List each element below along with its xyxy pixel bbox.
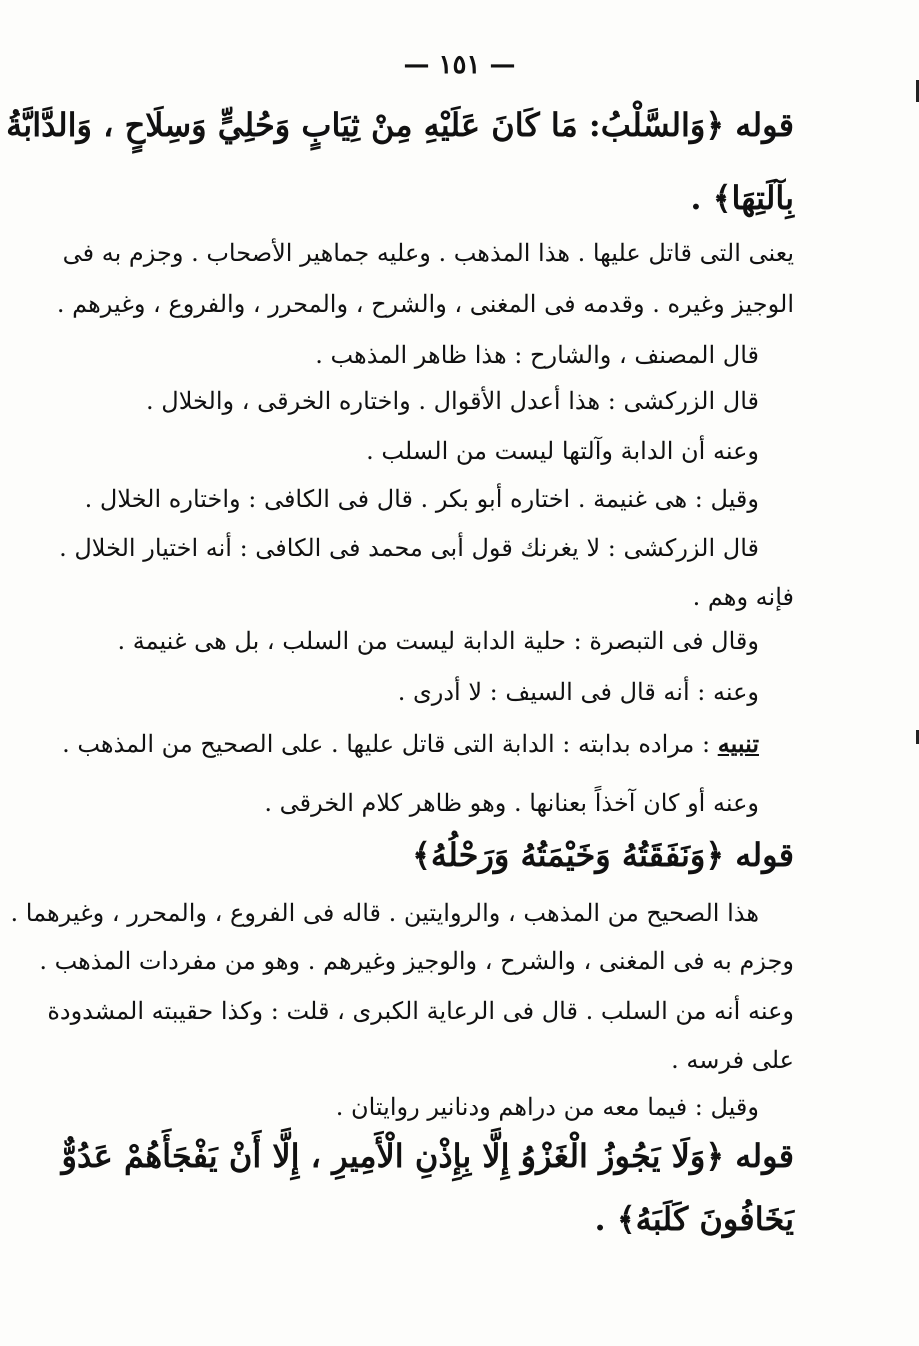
quoted-text-line: بِآلَتِهَا﴾ . [690, 179, 794, 217]
quoted-text-line: قوله ﴿وَنَفَقَتُهُ وَخَيْمَتُهُ وَرَحْلُهُ﴾ [412, 836, 794, 874]
text-line: وعنه أن الدابة وآلتها ليست من السلب . [366, 437, 759, 465]
text-line: وقيل : هى غنيمة . اختاره أبو بكر . قال فى الكافى : واختاره الخلال . [84, 485, 759, 513]
text-line: على فرسه . [671, 1046, 794, 1074]
quoted-text-line: قوله ﴿وَلَا يَجُوزُ الْغَزْوُ إِلَّا بِإِذْنِ الْأَمِيرِ ، إِلَّا أَنْ يَفْجَأَهُمْ عَدُوٌّ [61, 1137, 794, 1175]
page-number: — ١٥١ — [403, 50, 516, 80]
tanbih-line [62, 729, 759, 759]
text-line: الوجيز وغيره . وقدمه فى المغنى ، والشرح ، والمحرر ، والفروع ، وغيرهم . [56, 290, 794, 318]
text-line: وقال فى التبصرة : حلية الدابة ليست من السلب ، بل هى غنيمة . [117, 627, 759, 655]
text-line: هذا الصحيح من المذهب ، والروايتين . قاله فى الفروع ، والمحرر ، وغيرهما . [10, 899, 759, 927]
text-line: قال الزركشى : لا يغرنك قول أبى محمد فى الكافى : أنه اختيار الخلال . [59, 534, 759, 562]
text-line: قال الزركشى : هذا أعدل الأقوال . واختاره الخرقى ، والخلال . [146, 387, 759, 415]
text-line: وعنه : أنه قال فى السيف : لا أدرى . [397, 678, 759, 706]
text-line: وعنه أنه من السلب . قال فى الرعاية الكبرى ، قلت : وكذا حقيبته المشدودة [47, 997, 794, 1025]
tanbih-label: تنبيه [717, 729, 759, 758]
text-line: وقيل : فيما معه من دراهم ودنانير روايتان . [335, 1093, 759, 1121]
text-line: وجزم به فى المغنى ، والشرح ، والوجيز وغيرهم . وهو من مفردات المذهب . [39, 947, 794, 975]
tanbih-text: : مراده بدابته : الدابة التى قاتل عليها . على الصحيح من المذهب . [62, 730, 711, 758]
quoted-text-line: يَخَافُونَ كَلَبَهُ﴾ . [594, 1200, 794, 1238]
text-line: وعنه أو كان آخذاً بعنانها . وهو ظاهر كلام الخرقى . [264, 789, 759, 817]
text-line: قال المصنف ، والشارح : هذا ظاهر المذهب . [315, 341, 759, 369]
text-line: يعنى التى قاتل عليها . هذا المذهب . وعليه جماهير الأصحاب . وجزم به فى [62, 239, 794, 267]
quoted-text-line: قوله ﴿وَالسَّلْبُ: مَا كَانَ عَلَيْهِ مِنْ ثِيَابٍ وَحُلِيٍّ وَسِلَاحٍ ، وَالدَّابَّةُ [6, 106, 794, 144]
text-line: فإنه وهم . [692, 583, 794, 611]
